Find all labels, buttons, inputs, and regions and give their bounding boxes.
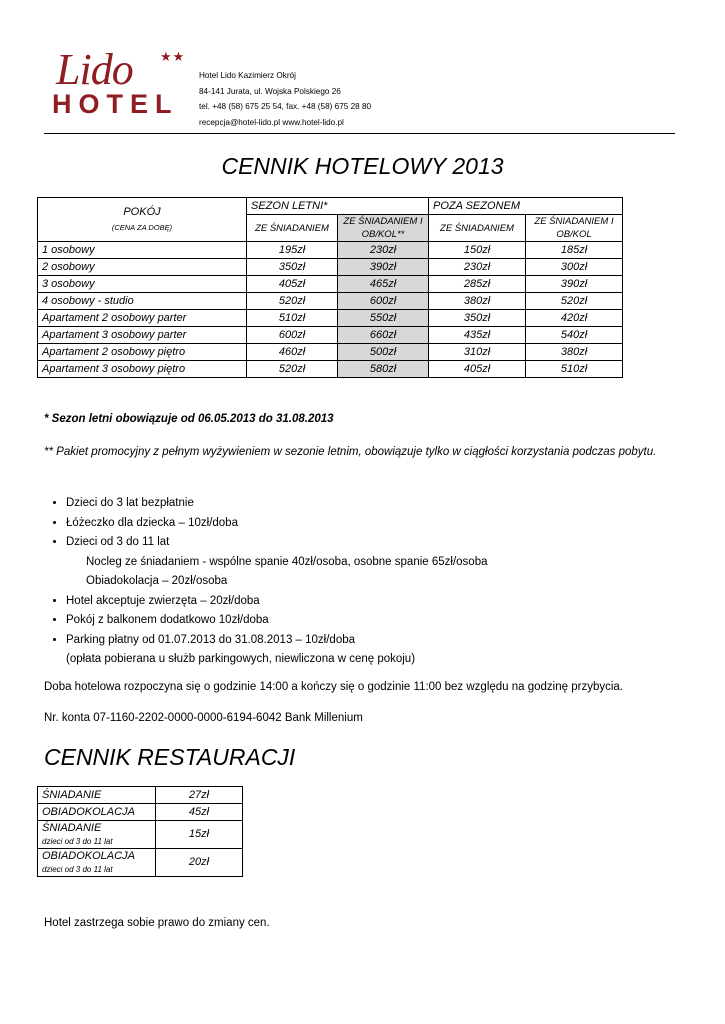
meal-name	[38, 821, 156, 849]
meal-price: 15zł	[156, 821, 243, 849]
room-name: Apartament 3 osobowy parter	[38, 327, 247, 344]
page-title: CENNIK HOTELOWY 2013	[221, 153, 504, 179]
price-summer-halfboard: 550zł	[338, 310, 429, 327]
table-row	[38, 849, 243, 877]
contact-block	[199, 68, 371, 130]
price-off-breakfast: 230zł	[429, 259, 526, 276]
table-row	[38, 310, 623, 327]
price-off-breakfast: 435zł	[429, 327, 526, 344]
list-item-text: Dzieci do 3 lat bezpłatnie	[66, 497, 194, 509]
room-name: Apartament 2 osobowy parter	[38, 310, 247, 327]
room-header-note: (CENA ZA DOBĘ)	[111, 222, 173, 232]
logo-hotel-text: HOTEL	[52, 89, 179, 119]
table-row	[38, 242, 623, 259]
contact-name: Hotel Lido Kazimierz Okrój	[199, 71, 296, 80]
col-off-breakfast: ZE ŚNIADANIEM	[429, 215, 526, 242]
table-row	[38, 327, 623, 344]
meal-price: 27zł	[156, 787, 243, 804]
table-row	[38, 804, 243, 821]
price-off-halfboard: 380zł	[526, 344, 623, 361]
room-header-cell	[38, 198, 247, 242]
price-summer-breakfast: 195zł	[247, 242, 338, 259]
list-item	[66, 533, 706, 592]
bank-account: Nr. konta 07-1160-2202-0000-0000-6194-6042 Bank Millenium	[44, 712, 363, 724]
list-item	[66, 514, 706, 534]
price-off-breakfast: 405zł	[429, 361, 526, 378]
list-subitem: Nocleg ze śniadaniem - wspólne spanie 40zł/osoba, osobne spanie 65zł/osoba	[86, 555, 488, 568]
price-summer-halfboard: 230zł	[338, 242, 429, 259]
season-summer-header: SEZON LETNI*	[247, 198, 429, 215]
meal-price: 45zł	[156, 804, 243, 821]
price-summer-breakfast: 510zł	[247, 310, 338, 327]
room-name: Apartament 2 osobowy piętro	[38, 344, 247, 361]
hotel-logo	[52, 45, 192, 125]
logo-script-text: Lido	[56, 45, 133, 94]
price-summer-breakfast: 460zł	[247, 344, 338, 361]
price-summer-breakfast: 520zł	[247, 361, 338, 378]
price-off-breakfast: 285zł	[429, 276, 526, 293]
price-summer-breakfast: 405zł	[247, 276, 338, 293]
table-row	[38, 361, 623, 378]
price-off-breakfast: 310zł	[429, 344, 526, 361]
conditions-list	[44, 494, 706, 670]
season-off-header: POZA SEZONEM	[429, 198, 623, 215]
price-summer-halfboard: 660zł	[338, 327, 429, 344]
header-divider	[44, 133, 675, 134]
price-summer-halfboard: 580zł	[338, 361, 429, 378]
table-row	[38, 344, 623, 361]
table-row	[38, 276, 623, 293]
star-icon: ★★	[160, 49, 186, 64]
list-item-text: Dzieci od 3 do 11 lat	[66, 536, 170, 548]
list-item-text: Parking płatny od 01.07.2013 do 31.08.2013 – 10zł/doba	[66, 633, 356, 646]
list-item-text: Hotel akceptuje zwierzęta – 20zł/doba	[66, 594, 260, 607]
room-name: 2 osobowy	[38, 259, 247, 276]
price-off-halfboard: 300zł	[526, 259, 623, 276]
hotel-price-table	[37, 197, 623, 378]
room-header: POKÓJ	[123, 205, 161, 218]
price-off-halfboard: 520zł	[526, 293, 623, 310]
contact-address: 84-141 Jurata, ul. Wojska Polskiego 26	[199, 86, 341, 96]
room-name: Apartament 3 osobowy piętro	[38, 361, 247, 378]
price-summer-breakfast: 350zł	[247, 259, 338, 276]
meal-note: dzieci od 3 do 11 lat	[42, 865, 113, 874]
price-off-halfboard: 420zł	[526, 310, 623, 327]
room-name: 4 osobowy - studio	[38, 293, 247, 310]
col-summer-breakfast: ZE ŚNIADANIEM	[247, 215, 338, 242]
price-summer-halfboard: 500zł	[338, 344, 429, 361]
list-item-text: Pokój z balkonem dodatkowo 10zł/doba	[66, 614, 269, 626]
list-item	[66, 592, 706, 612]
contact-phone: tel. +48 (58) 675 25 54, fax. +48 (58) 675 28 80	[199, 102, 372, 111]
meal-note: dzieci od 3 do 11 lat	[42, 837, 113, 846]
list-subitem: Obiadokolacja – 20zł/osoba	[86, 575, 228, 587]
price-summer-halfboard: 600zł	[338, 293, 429, 310]
price-off-halfboard: 390zł	[526, 276, 623, 293]
table-row	[38, 259, 623, 276]
promo-note: ** Pakiet promocyjny z pełnym wyżywieniem w sezonie letnim, obowiązuje tylko w ciągłości korzystania podczas pobytu.	[44, 446, 657, 458]
restaurant-title: CENNIK RESTAURACJI	[44, 744, 296, 770]
table-header-row	[38, 198, 623, 215]
list-subitem: (opłata pobierana u służb parkingowych, niewliczona w cenę pokoju)	[66, 653, 416, 665]
price-off-halfboard: 510zł	[526, 361, 623, 378]
meal-name	[38, 787, 156, 804]
price-off-breakfast: 380zł	[429, 293, 526, 310]
price-off-breakfast: 350zł	[429, 310, 526, 327]
price-summer-breakfast: 520zł	[247, 293, 338, 310]
list-item	[66, 631, 706, 670]
meal-name-text: OBIADOKOLACJA	[42, 850, 135, 862]
price-summer-halfboard: 390zł	[338, 259, 429, 276]
restaurant-price-table	[37, 786, 243, 877]
season-note: * Sezon letni obowiązuje od 06.05.2013 do 31.08.2013	[44, 413, 334, 425]
meal-name	[38, 804, 156, 821]
table-row	[38, 787, 243, 804]
hotel-day-info: Doba hotelowa rozpoczyna się o godzinie 14:00 a kończy się o godzinie 11:00 bez względu na godzinę przybycia.	[44, 681, 623, 693]
meal-name-text: ŚNIADANIE	[42, 822, 102, 834]
list-item	[66, 494, 706, 514]
price-disclaimer: Hotel zastrzega sobie prawo do zmiany cen.	[44, 917, 270, 929]
col-summer-halfboard: ZE ŚNIADANIEM I OB/KOL**	[338, 215, 429, 242]
meal-name-text: ŚNIADANIE	[42, 788, 102, 801]
price-off-breakfast: 150zł	[429, 242, 526, 259]
room-name: 3 osobowy	[38, 276, 247, 293]
price-summer-halfboard: 465zł	[338, 276, 429, 293]
list-item	[66, 611, 706, 631]
price-summer-breakfast: 600zł	[247, 327, 338, 344]
table-row	[38, 821, 243, 849]
table-row	[38, 293, 623, 310]
meal-name	[38, 849, 156, 877]
price-off-halfboard: 185zł	[526, 242, 623, 259]
contact-email-web: recepcja@hotel-lido.pl www.hotel-lido.pl	[199, 117, 344, 127]
meal-name-text: OBIADOKOLACJA	[42, 805, 135, 818]
col-off-halfboard: ZE ŚNIADANIEM I OB/KOL	[526, 215, 623, 242]
room-name: 1 osobowy	[38, 242, 247, 259]
list-item-text: Łóżeczko dla dziecka – 10zł/doba	[66, 516, 238, 529]
price-off-halfboard: 540zł	[526, 327, 623, 344]
meal-price: 20zł	[156, 849, 243, 877]
